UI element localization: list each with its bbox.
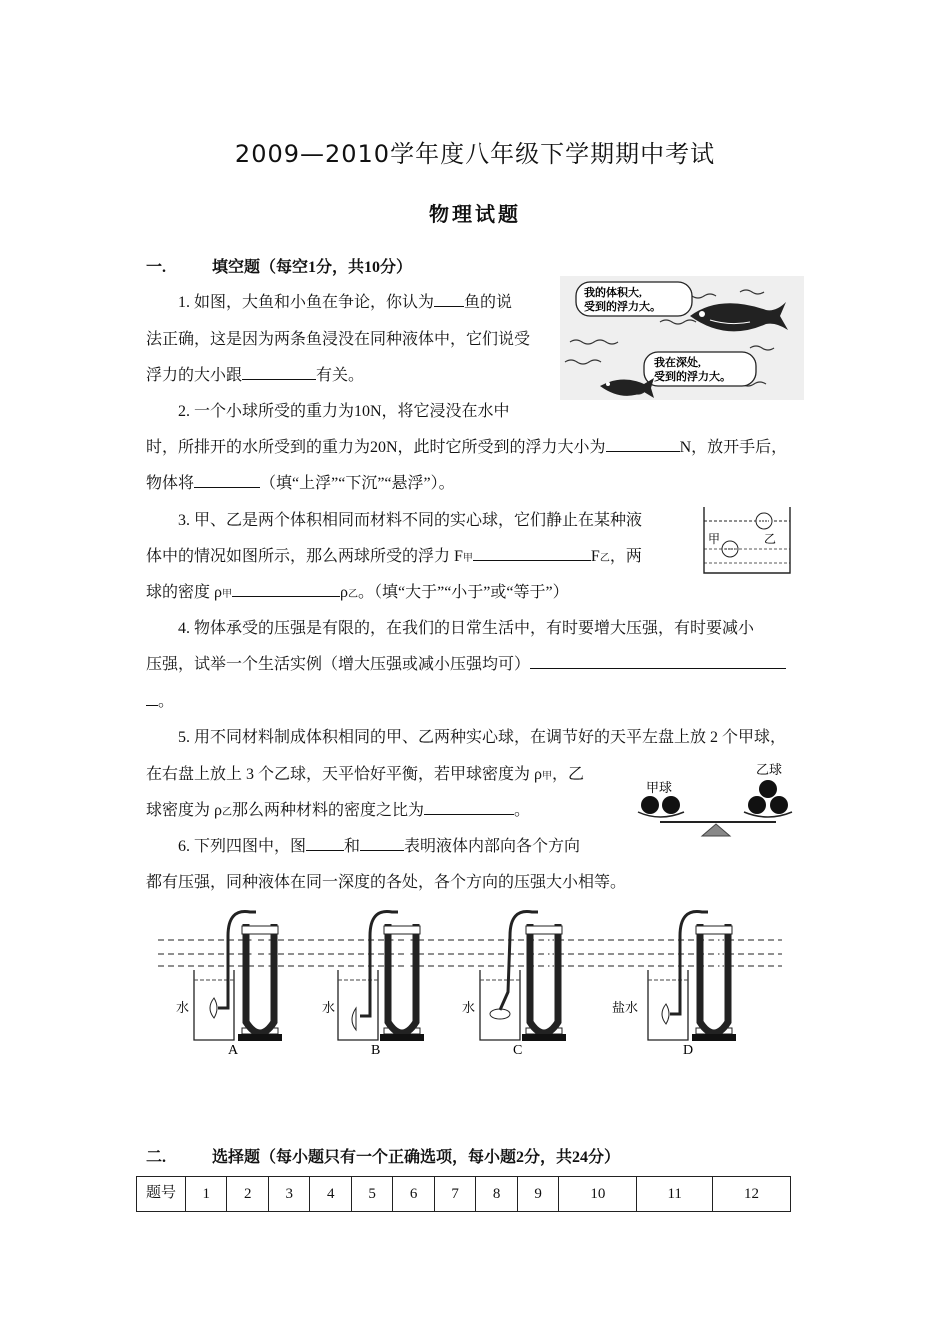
q3-beaker-figure <box>700 503 796 577</box>
q5-text-3b: 那么两种材料的密度之比为 <box>232 802 425 819</box>
q5-line-3 <box>146 797 530 820</box>
page-title: 2009—2010学年度八年级下学期期中考试 <box>234 140 716 168</box>
q6-label-b: B <box>371 1043 381 1058</box>
q5-line-1: 5. 用不同材料制成体积相同的甲、乙两种实心球，在调节好的天平左盘上放 2 个甲球， <box>178 729 787 746</box>
q2-line-2 <box>146 434 787 457</box>
q5-text-3c: 。 <box>514 802 531 819</box>
answer-cell-10: 10 <box>559 1177 637 1212</box>
q4-text-2: 压强，试举一个生活实例（增大压强或减小压强均可） <box>146 656 531 673</box>
q1-line-2: 法正确，这是因为两条鱼浸没在同种液体中，它们说受 <box>146 331 531 348</box>
answer-table-row <box>137 1177 791 1212</box>
q5-subscript-jia: 甲 <box>542 771 552 782</box>
q5-blank-1[interactable] <box>424 800 514 815</box>
q6-pressure-figure <box>150 896 790 1066</box>
q3-subscript-yi: 乙 <box>599 553 610 564</box>
q5-balance-figure <box>630 760 810 840</box>
q2-text-2b: N，放开手后， <box>679 439 788 456</box>
q5-yi-ball-1 <box>759 780 777 798</box>
page-subtitle: 物理试题 <box>429 204 521 226</box>
q3-subscript-yi-2: 乙 <box>347 589 358 600</box>
answer-table <box>136 1176 791 1212</box>
answer-cell-3: 3 <box>268 1177 309 1212</box>
q5-fulcrum <box>702 824 730 836</box>
q3-label-jia: 甲 <box>708 532 721 546</box>
q5-text-2a: 在右盘上放上 3 个乙球，天平恰好平衡，若甲球密度为 ρ <box>146 766 542 783</box>
section-2-heading <box>146 1144 620 1167</box>
answer-cell-4: 4 <box>310 1177 351 1212</box>
answer-cell-6: 6 <box>393 1177 434 1212</box>
answer-cell-9: 9 <box>517 1177 558 1212</box>
q2-blank-2[interactable] <box>194 473 260 488</box>
answer-cell-8: 8 <box>476 1177 517 1212</box>
small-fish-speech-line-2: 受到的浮力大。 <box>654 371 731 383</box>
q3-label-yi: 乙 <box>764 532 777 546</box>
q3-text-3c: 。（填“大于”“小于”或“等于”） <box>357 584 569 601</box>
q1-text-1b: 鱼的说 <box>464 294 513 311</box>
section-1-title: 填空题（每空1分，共10分） <box>212 259 413 276</box>
q6-text-1c: 表明液体内部向各个方向 <box>404 838 581 855</box>
q5-jia-ball-2 <box>662 796 680 814</box>
q6-line-1 <box>178 833 580 856</box>
q5-yi-ball-3 <box>770 796 788 814</box>
q6-label-d: D <box>683 1043 694 1058</box>
q4-line-3 <box>146 688 174 711</box>
answer-cell-7: 7 <box>434 1177 475 1212</box>
q1-text-3a: 浮力的大小跟 <box>146 367 243 384</box>
q6-text-1b: 和 <box>344 838 361 855</box>
q2-blank-1[interactable] <box>606 437 680 452</box>
q3-text-3b: ρ <box>340 584 348 601</box>
q6-setup-d <box>648 912 736 1042</box>
q3-text-2a: 体中的情况如图所示，那么两球所受的浮力 F <box>146 548 463 565</box>
section-2-number: 二. <box>146 1149 167 1166</box>
q6-liquid-d: 盐水 <box>612 1000 639 1015</box>
q5-text-2b: ，乙 <box>552 766 585 783</box>
q5-label-jia-ball: 甲球 <box>646 780 673 795</box>
q6-liquid-b: 水 <box>322 1000 336 1015</box>
section-2-title: 选择题（每小题只有一个正确选项，每小题2分，共24分） <box>212 1149 621 1166</box>
q1-text-1a: 1. 如图，大鱼和小鱼在争论，你认为 <box>178 294 435 311</box>
q3-blank-2[interactable] <box>232 582 340 597</box>
q1-line-1 <box>178 289 512 312</box>
q6-label-a: A <box>228 1043 239 1058</box>
q2-text-3b: （填“上浮”“下沉”“悬浮”）。 <box>260 475 455 492</box>
section-1-number: 一. <box>146 259 167 276</box>
q1-blank-2[interactable] <box>242 365 316 380</box>
q1-line-3 <box>146 362 364 385</box>
q3-subscript-jia-2: 甲 <box>222 589 232 600</box>
q5-yi-ball-2 <box>748 796 766 814</box>
q6-liquid-a: 水 <box>176 1000 190 1015</box>
q6-blank-2[interactable] <box>360 836 404 851</box>
q6-setup-c <box>480 912 566 1042</box>
q5-line-2 <box>146 761 584 784</box>
fish-figure <box>560 276 804 400</box>
q3-text-3a: 球的密度 ρ <box>146 584 222 601</box>
q6-label-c: C <box>513 1043 523 1058</box>
q4-blank-1[interactable] <box>530 654 786 669</box>
answer-table-header: 题号 <box>137 1177 186 1212</box>
q2-line-1: 2. 一个小球所受的重力为10N，将它浸没在水中 <box>178 403 510 420</box>
q1-blank-1[interactable] <box>434 292 464 307</box>
q4-text-3: 。 <box>158 693 175 710</box>
q3-line-2 <box>146 543 642 566</box>
q5-jia-ball-1 <box>641 796 659 814</box>
answer-cell-2: 2 <box>227 1177 268 1212</box>
answer-cell-11: 11 <box>637 1177 712 1212</box>
q6-setup-b <box>338 912 424 1042</box>
q6-liquid-c: 水 <box>462 1000 476 1015</box>
q4-line-2 <box>146 651 786 674</box>
answer-cell-12: 12 <box>712 1177 790 1212</box>
q4-blank-1-cont[interactable] <box>146 691 158 706</box>
big-fish-speech-line-2: 受到的浮力大。 <box>584 301 661 313</box>
q2-text-3a: 物体将 <box>146 475 195 492</box>
answer-cell-5: 5 <box>351 1177 392 1212</box>
q1-text-3b: 有关。 <box>316 367 365 384</box>
q5-right-pan <box>744 812 792 817</box>
q3-line-3 <box>146 579 569 602</box>
answer-cell-1: 1 <box>186 1177 227 1212</box>
q3-text-2b: F <box>590 548 600 565</box>
q6-line-2: 都有压强，同种液体在同一深度的各处，各个方向的压强大小相等。 <box>146 874 627 891</box>
section-1-heading <box>146 254 412 277</box>
small-fish-speech-line-1: 我在深处, <box>654 357 701 369</box>
q6-setup-a <box>194 912 282 1042</box>
q3-line-1: 3. 甲、乙是两个体积相同而材料不同的实心球，它们静止在某种液 <box>178 512 643 529</box>
q6-blank-1[interactable] <box>306 836 344 851</box>
q3-blank-1[interactable] <box>473 546 591 561</box>
q2-text-2a: 时，所排开的水所受到的重力为20N，此时它所受到的浮力大小为 <box>146 439 606 456</box>
q5-text-3a: 球密度为 ρ <box>146 802 222 819</box>
q5-left-pan <box>638 812 684 817</box>
q3-subscript-jia: 甲 <box>462 553 473 564</box>
q4-line-1: 4. 物体承受的压强是有限的，在我们的日常生活中，有时要增大压强，有时要减小 <box>178 620 755 637</box>
q5-label-yi-ball: 乙球 <box>756 762 783 777</box>
q5-subscript-yi: 乙 <box>222 807 232 818</box>
q6-text-1a: 6. 下列四图中，图 <box>178 838 307 855</box>
q3-text-2c: ，两 <box>609 548 642 565</box>
q2-line-3 <box>146 470 455 493</box>
big-fish-speech-line-1: 我的体积大, <box>584 287 642 299</box>
